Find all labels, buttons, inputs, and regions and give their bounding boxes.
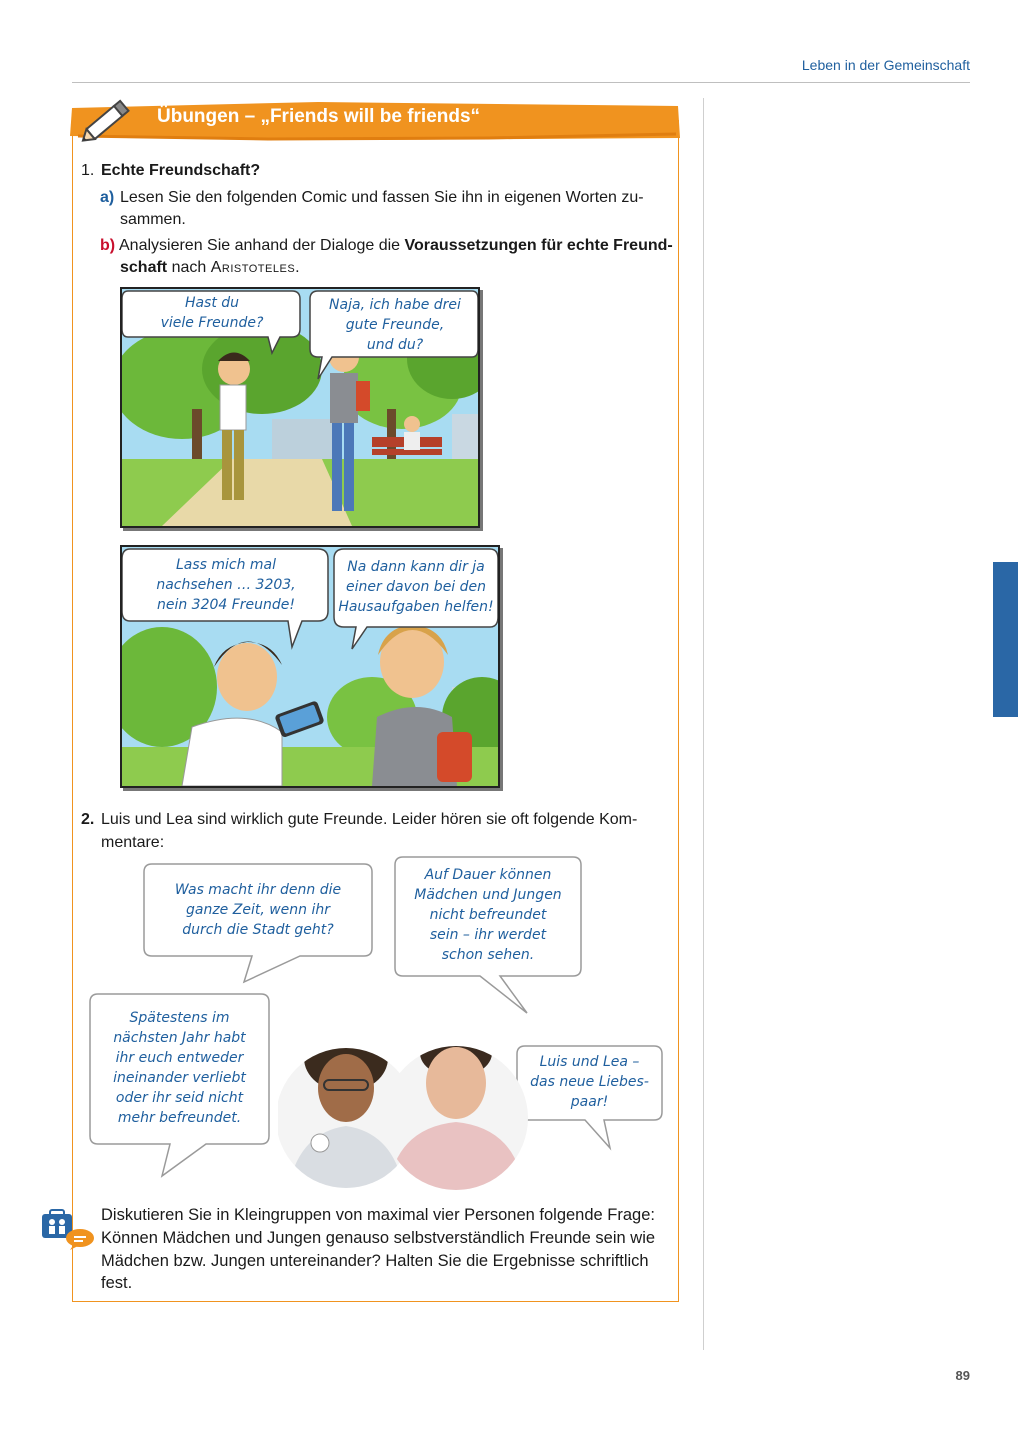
bubble-line: einer davon bei den [345, 579, 487, 595]
bubble-line: Was macht ihr denn die [174, 882, 342, 898]
page-number: 89 [955, 1368, 970, 1383]
task-b-text-2: nach [167, 259, 211, 276]
bubble-line: nein 3204 Freunde! [156, 597, 296, 613]
exercise-1-title: Echte Freundschaft? [101, 162, 261, 179]
bubble-line: mehr befreundet. [117, 1110, 242, 1126]
bubble-line: viele Freunde? [160, 315, 264, 331]
discussion-line2: Können Mädchen und Jungen genauso selbstverständlich Freunde sein wie [101, 1229, 656, 1247]
bubble-line: paar! [570, 1094, 609, 1110]
bubble-line: Na dann kann dir ja [347, 559, 485, 575]
task-b-period: . [295, 259, 300, 276]
discussion-line1: Diskutieren Sie in Kleingruppen von maximal vier Personen folgende Frage: [101, 1206, 655, 1224]
bubble-line: gute Freunde, [345, 317, 445, 333]
running-head: Leben in der Gemeinschaft [801, 57, 970, 73]
bubble-line: Hausaufgaben helfen! [338, 599, 494, 615]
bubble-line: Luis und Lea – [539, 1054, 640, 1070]
comment-bubble-1 [144, 880, 372, 940]
task-a-text-line1: Lesen Sie den folgenden Comic und fassen Sie ihn in eigenen Worten zu- [120, 189, 644, 206]
bubble-line: durch die Stadt geht? [182, 922, 334, 938]
task-b-emphasis-2: schaft [120, 259, 168, 276]
bubble-line: nächsten Jahr habt [113, 1030, 246, 1046]
boy-photo [382, 1029, 528, 1190]
exercise-2-text-line1: Luis und Lea sind wirklich gute Freunde. Leider hören sie oft folgende Kom- [101, 811, 638, 828]
task-b-label: b) [100, 237, 116, 254]
bubble-line: sein – ihr werdet [429, 927, 547, 943]
bubble-line: das neue Liebes- [530, 1074, 649, 1090]
author-name: Aristoteles [210, 259, 296, 276]
bubble-line: Spätestens im [129, 1010, 230, 1026]
bubble-line: schon sehen. [441, 947, 535, 963]
task-a-label: a) [100, 189, 115, 206]
bubble-line: oder ihr seid nicht [115, 1090, 244, 1106]
bubble-line: Lass mich mal [175, 557, 277, 573]
comment-bubble-2 [395, 865, 581, 965]
teens-photo [278, 1018, 528, 1190]
banner-title: Übungen – „Friends will be friends“ [157, 106, 481, 127]
discussion-line3: Mädchen bzw. Jungen untereinander? Halten Sie die Ergebnisse schriftlich [101, 1252, 649, 1270]
bubble-line: nachsehen … 3203, [156, 577, 296, 593]
bubble-line: ihr euch entweder [115, 1050, 244, 1066]
task-a-text-line2: sammen. [120, 211, 186, 228]
bubble-line: Auf Dauer können [424, 867, 552, 883]
comment-bubble-4 [517, 1052, 662, 1112]
bubble-line: Naja, ich habe drei [329, 297, 461, 313]
exercise-1-number: 1. [81, 162, 95, 179]
task-b-emphasis: Voraussetzungen für echte Freund- [404, 237, 673, 254]
bubble-line: und du? [366, 337, 424, 353]
bubble-line: ineinander verliebt [113, 1070, 246, 1086]
bubble-line: Hast du [184, 295, 240, 311]
bubble-line: Mädchen und Jungen [414, 887, 562, 903]
group-work-icon [40, 1206, 96, 1250]
discussion-line4: fest. [101, 1274, 133, 1292]
task-b-text: Analysieren Sie anhand der Dialoge die [119, 237, 405, 254]
exercise-2-number: 2. [81, 811, 95, 828]
bubble-line: ganze Zeit, wenn ihr [185, 902, 330, 918]
exercise-2-text-line2: mentare: [101, 834, 165, 851]
comment-bubble-3 [90, 1008, 269, 1128]
bubble-line: nicht befreundet [429, 907, 547, 923]
